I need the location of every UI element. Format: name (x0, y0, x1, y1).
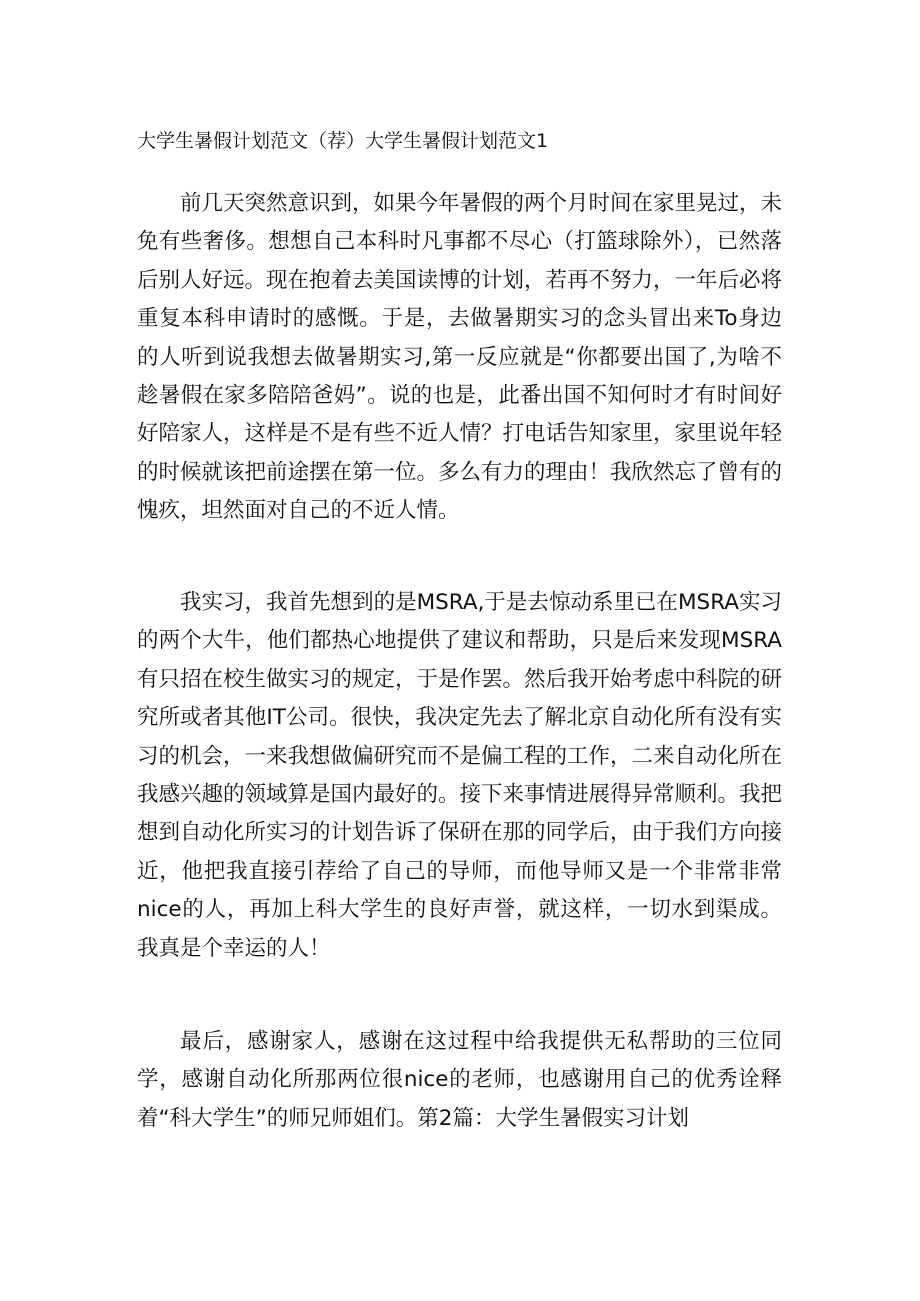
paragraph-intro: 前几天突然意识到，如果今年暑假的两个月时间在家里晃过，未免有些奢侈。想想自己本科时凡事都不尽心（打篮球除外），已然落后别人好远。现在抱着去美国读博的计划，若再不努力，一年后必将重复本科申请时的感慨。于是，去做暑期实习的念头冒出来To身边的人听到说我想去做暑期实习,第一反应就是“你都要出国了,为啥不趁暑假在家多陪陪爸妈”。说的也是，此番出国不知何时才有时间好好陪家人，这样是不是有些不近人情？打电话告知家里，家里说年轻的时候就该把前途摆在第一位。多么有力的理由！我欣然忘了曾有的愧疚，坦然面对自己的不近人情。 (137, 191, 783, 524)
paragraph-thanks: 最后，感谢家人，感谢在这过程中给我提供无私帮助的三位同学，感谢自动化所那两位很nice的老师，也感谢用自己的优秀诠释着“科大学生”的师兄师姐们。第2篇：大学生暑假实习计划 (137, 1029, 782, 1131)
document-title: 大学生暑假计划范文（荐）大学生暑假计划范文1 (137, 130, 549, 152)
paragraph-internship: 我实习，我首先想到的是MSRA,于是去惊动系里已在MSRA实习的两个大牛，他们都热心地提供了建议和帮助，只是后来发现MSRA有只招在校生做实习的规定，于是作罢。然后我开始考虑中科院的研究所或者其他IT公司。很快，我决定先去了解北京自动化所有没有实习的机会，一来我想做偏研究而不是偏工程的工作，二来自动化所在我感兴趣的领域算是国内最好的。接下来事情进展得异常顺利。我把想到自动化所实习的计划告诉了保研在那的同学后，由于我们方向接近，他把我直接引荐给了自己的导师，而他导师又是一个非常非常nice的人，再加上科大学生的良好声誉，就这样，一切水到渠成。我真是个幸运的人！ (137, 590, 783, 961)
